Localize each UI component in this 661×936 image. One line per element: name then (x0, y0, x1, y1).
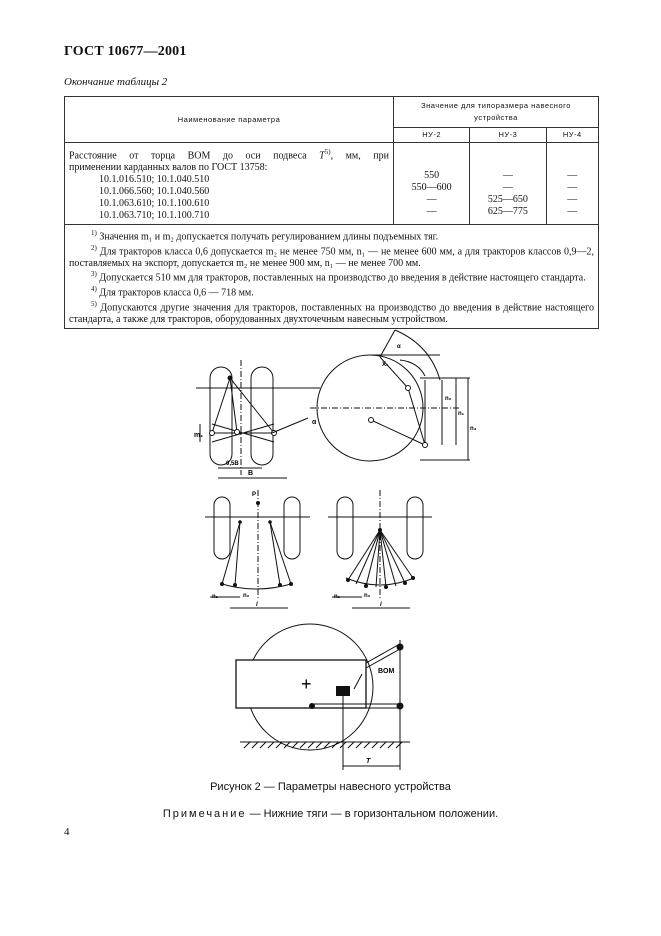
footnote: $^{4)}$ Для тракторов класса 0,6 — 718 мм. (91, 285, 254, 299)
lower-link-pivot (309, 703, 315, 709)
hitch-point (403, 581, 407, 585)
value-cell: — (567, 206, 578, 217)
label-n1: n₁ (458, 411, 465, 417)
hitch-point (220, 582, 224, 586)
side-view (310, 330, 477, 461)
value-cell: — (426, 206, 437, 217)
hitch-point (289, 582, 293, 586)
hitch-point (423, 443, 428, 448)
label-bom: BOM (378, 668, 395, 675)
label-b: B (248, 470, 254, 477)
value-cell: 525—650 (487, 194, 528, 205)
label-n3: n₃ (470, 426, 477, 432)
label-n2: n₂ (445, 396, 452, 402)
hitch-point (406, 386, 411, 391)
hitch-point (235, 430, 240, 435)
left-wheel (214, 497, 230, 559)
plan-view (194, 360, 320, 478)
label-n1: n₁ (334, 594, 341, 600)
top-link-side (366, 645, 398, 663)
hitch-point (346, 578, 350, 582)
hitch-point (411, 576, 415, 580)
value-cell: — (567, 194, 578, 205)
column-header-parameter: Наименование параметра (65, 97, 394, 143)
label-l: l (256, 602, 258, 608)
hitch-point (210, 431, 215, 436)
label-n2: n₂ (243, 593, 250, 599)
note-text: — Нижние тяги — в горизонтальном положении. (246, 808, 499, 820)
column-header-size: НУ-2 (394, 128, 470, 143)
label-t: T (366, 758, 371, 765)
footnote: $^{3)}$ Допускается 510 мм для тракторов, поставленных на производство до введения в действие настоящего стандарта. (91, 270, 586, 284)
column-header-group: Значение для типоразмера навесного устройства (394, 97, 599, 128)
link-fan (380, 530, 386, 587)
shaft-label: 10.1.066.560; 10.1.040.560 (99, 186, 210, 198)
center-mark: + (301, 674, 312, 694)
angle-arc (400, 360, 425, 376)
value-cell: — (502, 182, 513, 193)
lower-link (270, 522, 280, 585)
hitch-point (364, 584, 368, 588)
footnote: $^{5)}$ Допускаются другие значения для тракторов, поставленных на производство до введения в действие настоящего стандарта, а также для тракторов, оборудованных двухточечным навесным устройством. (69, 300, 595, 325)
right-wheel (407, 497, 423, 559)
value-cell: 550—600 (411, 182, 452, 193)
lower-link (270, 522, 291, 584)
pto-side-view (236, 624, 410, 770)
value-cell: 625—775 (487, 206, 528, 217)
lift-arm (380, 330, 395, 357)
plan-view-swing (328, 490, 432, 608)
pto-shaft (336, 686, 350, 696)
parameter-name-continued: применении карданных валов по ГОСТ 13758: (69, 162, 268, 174)
figure-caption: Рисунок 2 — Параметры навесного устройства (210, 781, 451, 793)
lateral-swing-line (272, 418, 308, 433)
lower-link (230, 378, 274, 433)
hitch-point (369, 418, 374, 423)
label-alpha: α (397, 344, 401, 350)
right-rear-wheel (251, 367, 273, 465)
hitch-point (233, 583, 237, 587)
ground-hatching (244, 742, 402, 748)
shaft-label: 10.1.063.610; 10.1.100.610 (99, 198, 210, 210)
pivot (256, 501, 260, 505)
value-cell: — (502, 170, 513, 181)
right-wheel (284, 497, 300, 559)
table-caption: Окончание таблицы 2 (64, 76, 168, 88)
hitch-point (384, 585, 388, 589)
value-cell: — (426, 194, 437, 205)
value-cell: 550 (424, 170, 440, 181)
column-header-size: НУ-4 (546, 128, 598, 143)
label-half-b: 0,5B (226, 461, 239, 467)
note (0, 808, 661, 820)
label-x1: X₁ (382, 362, 389, 368)
page-number: 4 (64, 826, 70, 838)
column-header-size: НУ-3 (470, 128, 546, 143)
left-wheel (337, 497, 353, 559)
note-head: Примечание (162, 808, 247, 820)
document-header: ГОСТ 10677—2001 (64, 44, 187, 59)
footnote: $^{2)}$ Для тракторов класса 0,6 допускается m₂ не менее 750 мм, n₁ — не менее 600 мм, а для тракторов классов 0,9—2, поставляемых на экспорт, допускается m₂ не менее 900 мм, n₁ — не менее 700 мм. (69, 244, 594, 269)
label-l: l (380, 602, 382, 608)
value-cell: — (567, 182, 578, 193)
label-n2: n₂ (364, 593, 371, 599)
value-cell: — (567, 170, 578, 181)
label-m1: m₁ (194, 432, 204, 439)
label-alpha: α (312, 419, 317, 426)
footnote: $^{1)}$ Значения m₁ и m₂ допускается получать регулированием длины подъемных тяг. (91, 229, 439, 243)
label-p: P (252, 492, 257, 498)
parameter-name: Расстояние от торца ВОМ до оси подвеса $T^{5)}$, мм, при (69, 148, 390, 162)
label-n1: n₁ (212, 594, 219, 600)
shaft-label: 10.1.063.710; 10.1.100.710 (99, 210, 210, 222)
shaft-label: 10.1.016.510; 10.1.040.510 (99, 174, 210, 186)
top-link-side (366, 649, 400, 668)
hitch-point (278, 583, 282, 587)
plan-view-lower-links (205, 490, 310, 608)
